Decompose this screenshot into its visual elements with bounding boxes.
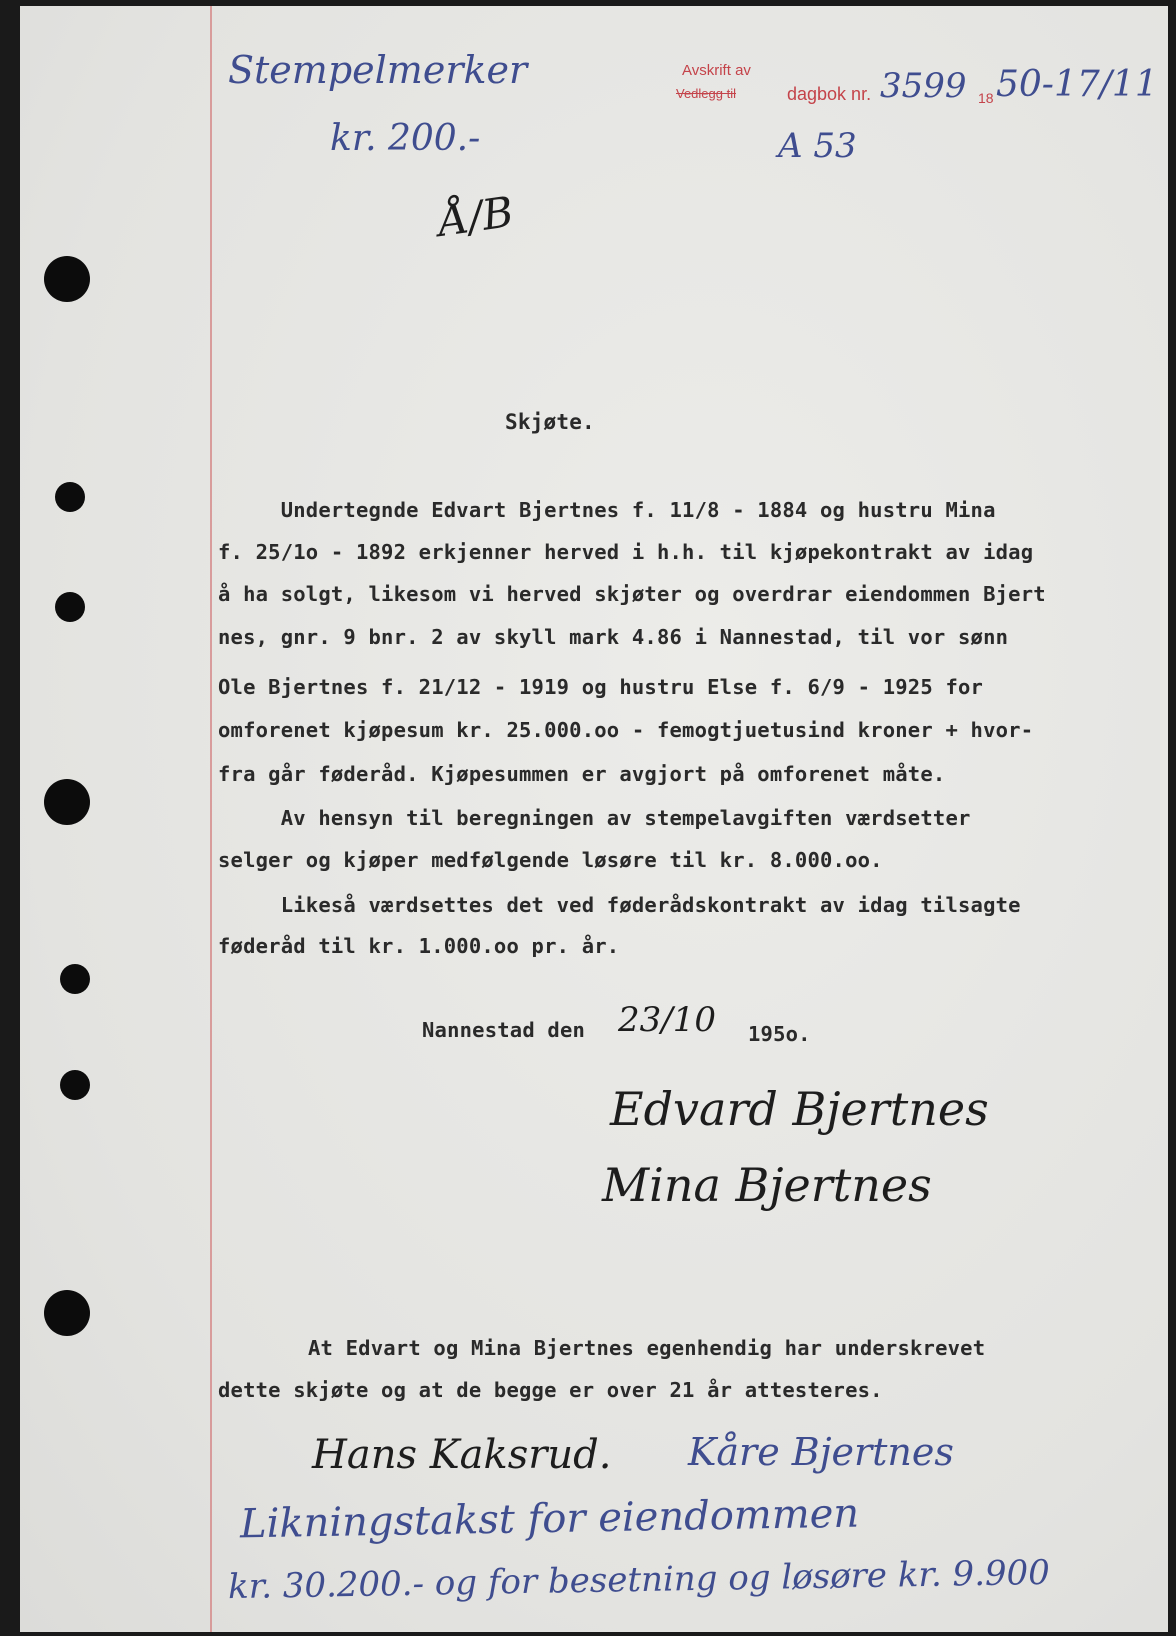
signature-mina: Mina Bjertnes <box>602 1158 932 1212</box>
body-line: Likeså værdsettes det ved føderådskontrakt av idag tilsagte <box>218 893 1021 917</box>
document-title: Skjøte. <box>505 410 595 434</box>
body-line: å ha solgt, likesom vi herved skjøter og overdrar eiendommen Bjert <box>218 582 1046 606</box>
attest-line: At Edvart og Mina Bjertnes egenhendig har underskrevet <box>308 1336 986 1360</box>
stamp-attachment: Vedlegg til <box>676 86 736 101</box>
punch-hole <box>44 256 90 302</box>
journal-date: 50-17/11 <box>996 64 1158 105</box>
body-line: f. 25/1o - 1892 erkjenner herved i h.h. til kjøpekontrakt av idag <box>218 540 1034 564</box>
journal-code: A 53 <box>778 126 857 166</box>
body-line: fra går føderåd. Kjøpesummen er avgjort på omforenet måte. <box>218 762 946 786</box>
footer-note-amounts: kr. 30.200.- og for besetning og løsøre kr. 9.900 <box>227 1552 1051 1608</box>
initials: Å/B <box>434 186 517 247</box>
stamp-journal-label: dagbok nr. <box>787 84 872 104</box>
body-line: føderåd til kr. 1.000.oo pr. år. <box>218 934 620 958</box>
punch-hole <box>44 779 90 825</box>
punch-hole <box>55 482 85 512</box>
punch-hole <box>55 592 85 622</box>
date-year: 195o. <box>748 1022 811 1046</box>
punch-hole <box>60 1070 90 1100</box>
margin-note-amount: kr. 200.- <box>330 118 481 159</box>
margin-note-stamp-duty: Stempelmerker <box>228 48 528 92</box>
body-line: Undertegnde Edvart Bjertnes f. 11/8 - 1884 og hustru Mina <box>218 498 996 522</box>
place-date-prefix: Nannestad den <box>422 1018 586 1042</box>
handwritten-date: 23/10 <box>618 1000 716 1040</box>
stamp-year-prefix: 18 <box>978 90 994 106</box>
signature-edvard: Edvard Bjertnes <box>610 1082 989 1136</box>
body-line: selger og kjøper medfølgende løsøre til kr. 8.000.oo. <box>218 848 883 872</box>
body-line: nes, gnr. 9 bnr. 2 av skyll mark 4.86 i Nannestad, til vor sønn <box>218 625 1009 649</box>
body-line: Ole Bjertnes f. 21/12 - 1919 og hustru Else f. 6/9 - 1925 for <box>218 675 984 699</box>
attest-line: dette skjøte og at de begge er over 21 år attesteres. <box>218 1378 883 1402</box>
journal-number: 3599 <box>880 66 967 106</box>
body-line: Av hensyn til beregningen av stempelavgiften værdsetter <box>218 806 971 830</box>
body-line: omforenet kjøpesum kr. 25.000.oo - femogtjuetusind kroner + hvor- <box>218 718 1034 742</box>
footer-note-tax-valuation: Likningstakst for eiendommen <box>239 1490 860 1548</box>
punch-hole <box>44 1290 90 1336</box>
witness-signature-kare: Kåre Bjertnes <box>688 1430 954 1474</box>
witness-signature-hans: Hans Kaksrud. <box>312 1432 612 1478</box>
stamp-copy-of: Avskrift av <box>682 62 751 79</box>
punch-hole <box>60 964 90 994</box>
margin-rule <box>210 6 212 1632</box>
